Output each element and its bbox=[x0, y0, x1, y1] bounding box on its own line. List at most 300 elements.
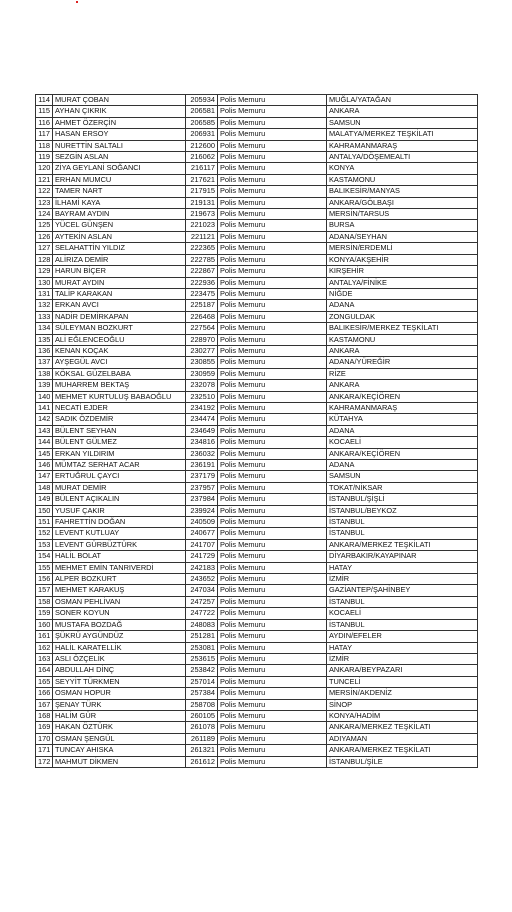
job-title: Polis Memuru bbox=[218, 688, 327, 699]
registry-number: 234474 bbox=[186, 414, 218, 425]
assignment-location: İSTANBUL/ŞİŞLİ bbox=[327, 494, 478, 505]
row-number: 162 bbox=[36, 642, 53, 653]
person-name: İLHAMİ KAYA bbox=[53, 197, 186, 208]
person-name: ERTUĞRUL ÇAYCI bbox=[53, 471, 186, 482]
person-name: ŞENAY TÜRK bbox=[53, 699, 186, 710]
registry-number: 261612 bbox=[186, 756, 218, 767]
registry-number: 219673 bbox=[186, 209, 218, 220]
person-name: AHMET ÖZERÇİN bbox=[53, 117, 186, 128]
table-row bbox=[36, 323, 478, 334]
row-number: 156 bbox=[36, 574, 53, 585]
job-title: Polis Memuru bbox=[218, 174, 327, 185]
table-row bbox=[36, 391, 478, 402]
registry-number: 240509 bbox=[186, 517, 218, 528]
person-name: HARUN BİÇER bbox=[53, 266, 186, 277]
assignment-location: TOKAT/NİKSAR bbox=[327, 482, 478, 493]
registry-number: 222936 bbox=[186, 277, 218, 288]
row-number: 138 bbox=[36, 368, 53, 379]
person-name: KÖKSAL GÜZELBABA bbox=[53, 368, 186, 379]
row-number: 132 bbox=[36, 300, 53, 311]
job-title: Polis Memuru bbox=[218, 95, 327, 106]
assignment-location: ANKARA bbox=[327, 345, 478, 356]
row-number: 142 bbox=[36, 414, 53, 425]
registry-number: 253081 bbox=[186, 642, 218, 653]
row-number: 158 bbox=[36, 596, 53, 607]
table-row bbox=[36, 117, 478, 128]
table-row bbox=[36, 585, 478, 596]
assignment-location: KAHRAMANMARAŞ bbox=[327, 402, 478, 413]
table-row bbox=[36, 619, 478, 630]
person-name: HALİM GÜR bbox=[53, 710, 186, 721]
registry-number: 247722 bbox=[186, 608, 218, 619]
row-number: 151 bbox=[36, 517, 53, 528]
job-title: Polis Memuru bbox=[218, 117, 327, 128]
table-row bbox=[36, 460, 478, 471]
assignment-location: KONYA bbox=[327, 163, 478, 174]
job-title: Polis Memuru bbox=[218, 254, 327, 265]
job-title: Polis Memuru bbox=[218, 722, 327, 733]
person-name: ALİRIZA DEMİR bbox=[53, 254, 186, 265]
table-row bbox=[36, 288, 478, 299]
person-name: OSMAN ŞENGÜL bbox=[53, 733, 186, 744]
assignment-location: İSTANBUL bbox=[327, 517, 478, 528]
table-row bbox=[36, 95, 478, 106]
table-row bbox=[36, 197, 478, 208]
registry-number: 258708 bbox=[186, 699, 218, 710]
job-title: Polis Memuru bbox=[218, 220, 327, 231]
row-number: 119 bbox=[36, 152, 53, 163]
row-number: 165 bbox=[36, 676, 53, 687]
table-row bbox=[36, 140, 478, 151]
person-name: ALİ EĞLENCEOĞLU bbox=[53, 334, 186, 345]
registry-number: 230855 bbox=[186, 357, 218, 368]
job-title: Polis Memuru bbox=[218, 710, 327, 721]
job-title: Polis Memuru bbox=[218, 665, 327, 676]
person-name: SONER KOYUN bbox=[53, 608, 186, 619]
row-number: 164 bbox=[36, 665, 53, 676]
registry-number: 237179 bbox=[186, 471, 218, 482]
registry-number: 261321 bbox=[186, 745, 218, 756]
job-title: Polis Memuru bbox=[218, 482, 327, 493]
registry-number: 221023 bbox=[186, 220, 218, 231]
registry-number: 216062 bbox=[186, 152, 218, 163]
assignment-location: ANKARA/BEYPAZARI bbox=[327, 665, 478, 676]
job-title: Polis Memuru bbox=[218, 539, 327, 550]
registry-number: 241729 bbox=[186, 551, 218, 562]
job-title: Polis Memuru bbox=[218, 334, 327, 345]
table-row bbox=[36, 266, 478, 277]
person-name: HALİL BOLAT bbox=[53, 551, 186, 562]
job-title: Polis Memuru bbox=[218, 585, 327, 596]
person-name: KENAN KOÇAK bbox=[53, 345, 186, 356]
assignment-location: KOCAELİ bbox=[327, 608, 478, 619]
assignment-location: ANTALYA/DÖŞEMEALTI bbox=[327, 152, 478, 163]
row-number: 122 bbox=[36, 186, 53, 197]
person-name: MEHMET KURTULUŞ BABAOĞLU bbox=[53, 391, 186, 402]
registry-number: 232078 bbox=[186, 380, 218, 391]
row-number: 159 bbox=[36, 608, 53, 619]
registry-number: 230277 bbox=[186, 345, 218, 356]
job-title: Polis Memuru bbox=[218, 163, 327, 174]
registry-number: 222365 bbox=[186, 243, 218, 254]
assignment-location: SİNOP bbox=[327, 699, 478, 710]
table-row bbox=[36, 688, 478, 699]
table-row bbox=[36, 733, 478, 744]
row-number: 148 bbox=[36, 482, 53, 493]
person-name: LEVENT GÜRBÜZTÜRK bbox=[53, 539, 186, 550]
row-number: 147 bbox=[36, 471, 53, 482]
assignment-location: ADANA bbox=[327, 300, 478, 311]
assignment-location: ANKARA bbox=[327, 380, 478, 391]
registry-number: 260105 bbox=[186, 710, 218, 721]
row-number: 128 bbox=[36, 254, 53, 265]
table-row bbox=[36, 311, 478, 322]
table-row bbox=[36, 653, 478, 664]
row-number: 117 bbox=[36, 129, 53, 140]
table-row bbox=[36, 357, 478, 368]
job-title: Polis Memuru bbox=[218, 562, 327, 573]
registry-number: 241707 bbox=[186, 539, 218, 550]
person-name: SÜLEYMAN BOZKURT bbox=[53, 323, 186, 334]
job-title: Polis Memuru bbox=[218, 676, 327, 687]
registry-number: 261189 bbox=[186, 733, 218, 744]
assignment-location: TUNCELİ bbox=[327, 676, 478, 687]
person-name: OSMAN PEHLİVAN bbox=[53, 596, 186, 607]
row-number: 134 bbox=[36, 323, 53, 334]
job-title: Polis Memuru bbox=[218, 745, 327, 756]
job-title: Polis Memuru bbox=[218, 517, 327, 528]
assignment-location: MALATYA/MERKEZ TEŞKİLATI bbox=[327, 129, 478, 140]
table-row bbox=[36, 494, 478, 505]
row-number: 129 bbox=[36, 266, 53, 277]
assignment-location: ANKARA/KEÇİÖREN bbox=[327, 391, 478, 402]
person-name: ASLI ÖZÇELİK bbox=[53, 653, 186, 664]
assignment-location: NİĞDE bbox=[327, 288, 478, 299]
person-name: SEZGİN ASLAN bbox=[53, 152, 186, 163]
personnel-table bbox=[35, 94, 478, 768]
row-number: 114 bbox=[36, 95, 53, 106]
assignment-location: MUĞLA/YATAĞAN bbox=[327, 95, 478, 106]
person-name: AYŞEGÜL AVCI bbox=[53, 357, 186, 368]
registry-number: 247034 bbox=[186, 585, 218, 596]
row-number: 168 bbox=[36, 710, 53, 721]
row-number: 121 bbox=[36, 174, 53, 185]
table-row bbox=[36, 608, 478, 619]
job-title: Polis Memuru bbox=[218, 152, 327, 163]
registry-number: 240677 bbox=[186, 528, 218, 539]
row-number: 130 bbox=[36, 277, 53, 288]
assignment-location: ADANA/YÜREĞİR bbox=[327, 357, 478, 368]
row-number: 150 bbox=[36, 505, 53, 516]
row-number: 149 bbox=[36, 494, 53, 505]
job-title: Polis Memuru bbox=[218, 391, 327, 402]
row-number: 154 bbox=[36, 551, 53, 562]
table-row bbox=[36, 517, 478, 528]
person-name: OSMAN HOPUR bbox=[53, 688, 186, 699]
person-name: MURAT DEMİR bbox=[53, 482, 186, 493]
job-title: Polis Memuru bbox=[218, 106, 327, 117]
table-row bbox=[36, 437, 478, 448]
assignment-location: ANKARA/MERKEZ TEŞKİLATI bbox=[327, 745, 478, 756]
assignment-location: İZMİR bbox=[327, 653, 478, 664]
assignment-location: KONYA/HADİM bbox=[327, 710, 478, 721]
job-title: Polis Memuru bbox=[218, 266, 327, 277]
job-title: Polis Memuru bbox=[218, 414, 327, 425]
registry-number: 236032 bbox=[186, 448, 218, 459]
assignment-location: İSTANBUL/BEYKOZ bbox=[327, 505, 478, 516]
person-name: SEYYİT TÜRKMEN bbox=[53, 676, 186, 687]
row-number: 125 bbox=[36, 220, 53, 231]
registry-number: 205934 bbox=[186, 95, 218, 106]
assignment-location: BALIKESİR/MANYAS bbox=[327, 186, 478, 197]
assignment-location: AYDIN/EFELER bbox=[327, 631, 478, 642]
assignment-location: RİZE bbox=[327, 368, 478, 379]
assignment-location: KASTAMONU bbox=[327, 334, 478, 345]
row-number: 170 bbox=[36, 733, 53, 744]
table-row bbox=[36, 448, 478, 459]
row-number: 160 bbox=[36, 619, 53, 630]
person-name: MEHMET EMİN TANRIVERDİ bbox=[53, 562, 186, 573]
person-name: MURAT ÇOBAN bbox=[53, 95, 186, 106]
table-row bbox=[36, 300, 478, 311]
row-number: 146 bbox=[36, 460, 53, 471]
registry-number: 247257 bbox=[186, 596, 218, 607]
row-number: 140 bbox=[36, 391, 53, 402]
table-row bbox=[36, 380, 478, 391]
table-row bbox=[36, 345, 478, 356]
job-title: Polis Memuru bbox=[218, 505, 327, 516]
row-number: 166 bbox=[36, 688, 53, 699]
person-name: YÜCEL GÜNŞEN bbox=[53, 220, 186, 231]
assignment-location: SAMSUN bbox=[327, 471, 478, 482]
person-name: MÜMTAZ SERHAT ACAR bbox=[53, 460, 186, 471]
table-row bbox=[36, 254, 478, 265]
person-name: TAMER NART bbox=[53, 186, 186, 197]
person-name: ERKAN AVCI bbox=[53, 300, 186, 311]
assignment-location: ADIYAMAN bbox=[327, 733, 478, 744]
registry-number: 226468 bbox=[186, 311, 218, 322]
table-row bbox=[36, 129, 478, 140]
row-number: 115 bbox=[36, 106, 53, 117]
job-title: Polis Memuru bbox=[218, 733, 327, 744]
table-row bbox=[36, 528, 478, 539]
table-row bbox=[36, 209, 478, 220]
job-title: Polis Memuru bbox=[218, 209, 327, 220]
person-name: HAKAN ÖZTÜRK bbox=[53, 722, 186, 733]
table-row bbox=[36, 551, 478, 562]
job-title: Polis Memuru bbox=[218, 300, 327, 311]
registry-number: 216117 bbox=[186, 163, 218, 174]
job-title: Polis Memuru bbox=[218, 437, 327, 448]
row-number: 123 bbox=[36, 197, 53, 208]
table-row bbox=[36, 676, 478, 687]
registry-number: 234192 bbox=[186, 402, 218, 413]
registry-number: 212600 bbox=[186, 140, 218, 151]
table-row bbox=[36, 186, 478, 197]
table-row bbox=[36, 414, 478, 425]
assignment-location: KASTAMONU bbox=[327, 174, 478, 185]
job-title: Polis Memuru bbox=[218, 197, 327, 208]
job-title: Polis Memuru bbox=[218, 368, 327, 379]
assignment-location: SAMSUN bbox=[327, 117, 478, 128]
scan-mark bbox=[76, 1, 78, 3]
registry-number: 227564 bbox=[186, 323, 218, 334]
job-title: Polis Memuru bbox=[218, 380, 327, 391]
row-number: 172 bbox=[36, 756, 53, 767]
assignment-location: HATAY bbox=[327, 562, 478, 573]
job-title: Polis Memuru bbox=[218, 619, 327, 630]
person-name: AYHAN ÇIKRIK bbox=[53, 106, 186, 117]
person-name: ALPER BOZKURT bbox=[53, 574, 186, 585]
person-name: MUSTAFA BOZDAĞ bbox=[53, 619, 186, 630]
assignment-location: ADANA/SEYHAN bbox=[327, 231, 478, 242]
job-title: Polis Memuru bbox=[218, 357, 327, 368]
registry-number: 237984 bbox=[186, 494, 218, 505]
row-number: 143 bbox=[36, 425, 53, 436]
registry-number: 206581 bbox=[186, 106, 218, 117]
table-row bbox=[36, 562, 478, 573]
registry-number: 257014 bbox=[186, 676, 218, 687]
row-number: 126 bbox=[36, 231, 53, 242]
registry-number: 253615 bbox=[186, 653, 218, 664]
assignment-location: İSTANBUL bbox=[327, 619, 478, 630]
registry-number: 251281 bbox=[186, 631, 218, 642]
person-name: MEHMET KARAKUŞ bbox=[53, 585, 186, 596]
person-name: NECATİ EJDER bbox=[53, 402, 186, 413]
assignment-location: MERSİN/AKDENİZ bbox=[327, 688, 478, 699]
assignment-location: HATAY bbox=[327, 642, 478, 653]
assignment-location: ADANA bbox=[327, 425, 478, 436]
registry-number: 225187 bbox=[186, 300, 218, 311]
assignment-location: BALIKESİR/MERKEZ TEŞKİLATI bbox=[327, 323, 478, 334]
person-name: MUHARREM BEKTAŞ bbox=[53, 380, 186, 391]
assignment-location: MERSİN/ERDEMLİ bbox=[327, 243, 478, 254]
row-number: 163 bbox=[36, 653, 53, 664]
row-number: 157 bbox=[36, 585, 53, 596]
registry-number: 221121 bbox=[186, 231, 218, 242]
row-number: 133 bbox=[36, 311, 53, 322]
row-number: 155 bbox=[36, 562, 53, 573]
person-name: NURETTİN SALTALI bbox=[53, 140, 186, 151]
assignment-location: KOCAELİ bbox=[327, 437, 478, 448]
job-title: Polis Memuru bbox=[218, 402, 327, 413]
row-number: 153 bbox=[36, 539, 53, 550]
job-title: Polis Memuru bbox=[218, 140, 327, 151]
assignment-location: GAZİANTEP/ŞAHİNBEY bbox=[327, 585, 478, 596]
job-title: Polis Memuru bbox=[218, 186, 327, 197]
person-name: BÜLENT SEYHAN bbox=[53, 425, 186, 436]
table-row bbox=[36, 505, 478, 516]
job-title: Polis Memuru bbox=[218, 596, 327, 607]
person-name: ERHAN MUMCU bbox=[53, 174, 186, 185]
registry-number: 248083 bbox=[186, 619, 218, 630]
row-number: 167 bbox=[36, 699, 53, 710]
row-number: 136 bbox=[36, 345, 53, 356]
person-name: NADİR DEMİRKAPAN bbox=[53, 311, 186, 322]
person-name: FAHRETTİN DOĞAN bbox=[53, 517, 186, 528]
registry-number: 261078 bbox=[186, 722, 218, 733]
job-title: Polis Memuru bbox=[218, 494, 327, 505]
assignment-location: ANKARA/KEÇİÖREN bbox=[327, 448, 478, 459]
job-title: Polis Memuru bbox=[218, 574, 327, 585]
assignment-location: ADANA bbox=[327, 460, 478, 471]
table-row bbox=[36, 710, 478, 721]
assignment-location: BURSA bbox=[327, 220, 478, 231]
table-row bbox=[36, 631, 478, 642]
registry-number: 232510 bbox=[186, 391, 218, 402]
table-row bbox=[36, 334, 478, 345]
table-row bbox=[36, 163, 478, 174]
table-row bbox=[36, 699, 478, 710]
assignment-location: ANTALYA/FİNİKE bbox=[327, 277, 478, 288]
row-number: 171 bbox=[36, 745, 53, 756]
registry-number: 217621 bbox=[186, 174, 218, 185]
registry-number: 223475 bbox=[186, 288, 218, 299]
row-number: 141 bbox=[36, 402, 53, 413]
table-row bbox=[36, 642, 478, 653]
person-name: BAYRAM AYDIN bbox=[53, 209, 186, 220]
job-title: Polis Memuru bbox=[218, 425, 327, 436]
job-title: Polis Memuru bbox=[218, 699, 327, 710]
person-name: ERKAN YILDIRIM bbox=[53, 448, 186, 459]
job-title: Polis Memuru bbox=[218, 323, 327, 334]
job-title: Polis Memuru bbox=[218, 129, 327, 140]
person-name: ABDULLAH DİNÇ bbox=[53, 665, 186, 676]
assignment-location: ANKARA/GÖLBAŞI bbox=[327, 197, 478, 208]
person-name: LEVENT KUTLUAY bbox=[53, 528, 186, 539]
assignment-location: DİYARBAKIR/KAYAPINAR bbox=[327, 551, 478, 562]
job-title: Polis Memuru bbox=[218, 345, 327, 356]
job-title: Polis Memuru bbox=[218, 756, 327, 767]
registry-number: 228970 bbox=[186, 334, 218, 345]
table-row bbox=[36, 482, 478, 493]
row-number: 137 bbox=[36, 357, 53, 368]
job-title: Polis Memuru bbox=[218, 243, 327, 254]
person-name: MURAT AYDIN bbox=[53, 277, 186, 288]
registry-number: 222785 bbox=[186, 254, 218, 265]
registry-number: 230959 bbox=[186, 368, 218, 379]
table-row bbox=[36, 722, 478, 733]
registry-number: 237957 bbox=[186, 482, 218, 493]
row-number: 144 bbox=[36, 437, 53, 448]
job-title: Polis Memuru bbox=[218, 471, 327, 482]
table-row bbox=[36, 368, 478, 379]
registry-number: 219131 bbox=[186, 197, 218, 208]
person-name: YUSUF ÇAKIR bbox=[53, 505, 186, 516]
assignment-location: İSTANBUL bbox=[327, 528, 478, 539]
person-name: HALİL KARATELLİK bbox=[53, 642, 186, 653]
person-name: SADIK ÖZDEMİR bbox=[53, 414, 186, 425]
registry-number: 206931 bbox=[186, 129, 218, 140]
registry-number: 243652 bbox=[186, 574, 218, 585]
assignment-location: ZONGULDAK bbox=[327, 311, 478, 322]
row-number: 118 bbox=[36, 140, 53, 151]
assignment-location: İZMİR bbox=[327, 574, 478, 585]
table-row bbox=[36, 756, 478, 767]
person-name: TALİP KARAKAN bbox=[53, 288, 186, 299]
table-row bbox=[36, 106, 478, 117]
assignment-location: KIRŞEHİR bbox=[327, 266, 478, 277]
job-title: Polis Memuru bbox=[218, 631, 327, 642]
person-name: BÜLENT GÜLMEZ bbox=[53, 437, 186, 448]
person-name: AYTEKİN ASLAN bbox=[53, 231, 186, 242]
row-number: 145 bbox=[36, 448, 53, 459]
assignment-location: İSTANBUL bbox=[327, 596, 478, 607]
table-row bbox=[36, 471, 478, 482]
person-name: TUNCAY AHISKA bbox=[53, 745, 186, 756]
registry-number: 239924 bbox=[186, 505, 218, 516]
row-number: 120 bbox=[36, 163, 53, 174]
